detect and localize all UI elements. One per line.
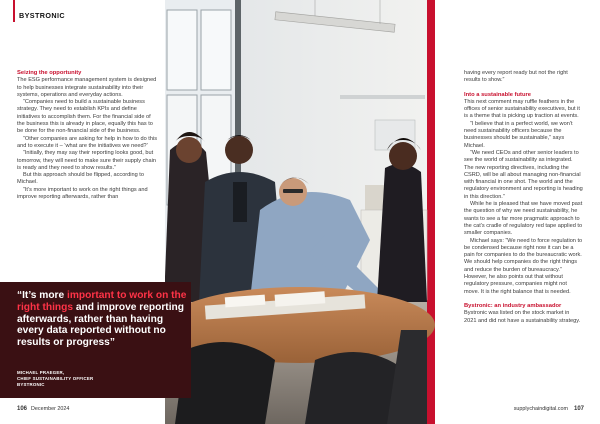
site-link[interactable]: supplychaindigital.com bbox=[513, 406, 568, 412]
section-heading-ambassador: Bystronic: an industry ambassador bbox=[464, 302, 562, 309]
quote-attribution-name: MICHAEL PRAEGER, bbox=[17, 370, 65, 375]
paragraph: “Initially, they may say their reporting looks good, but tomorrow, they will need to make sure their supply chain is ready and they need to show results.” bbox=[17, 150, 156, 171]
left-text-column bbox=[17, 70, 157, 201]
pull-quote-text bbox=[17, 290, 187, 349]
footer-left bbox=[17, 406, 69, 412]
paragraph: Bystronic was listed on the stock market in 2021 and did not have a sustainability strategy. bbox=[464, 310, 581, 324]
page-number-left: 106 bbox=[17, 406, 28, 412]
quote-attribution-org: BYSTRONIC bbox=[17, 382, 45, 387]
pull-quote-part2: and improve reporting afterwards, rather than having every data reported without no results or progress” bbox=[17, 301, 184, 349]
paragraph: While he is pleased that we have moved past the question of why we need sustainability, he wants to see a far more pragmatic approach to the cat’s cradle of regulatory red tape applied to smaller companies. bbox=[464, 201, 583, 237]
paragraph: But this approach should be flipped, according to Michael. bbox=[17, 172, 144, 186]
paragraph: “Companies need to build a sustainable business strategy. They need to establish KPIs and define initiatives to accomplish them. For the financial side of the business this is already in place, equally this has to be done for the non-financial side of the business. bbox=[17, 99, 153, 135]
brand-accent-bar bbox=[13, 0, 15, 22]
pull-quote-box bbox=[0, 282, 191, 398]
paragraph: “Other companies are asking for help in how to do this and to execute it – ‘what are the initiatives we need?’ bbox=[17, 135, 158, 149]
footer-right bbox=[514, 406, 584, 412]
page-number-right: 107 bbox=[573, 406, 584, 412]
pull-quote-part1: “It’s more bbox=[17, 290, 68, 301]
paragraph: This next comment may ruffle feathers in the offices of senior sustainability executives, but it is a theme that is picking up traction at events. bbox=[464, 98, 580, 120]
section-heading-sustainable-future: Into a sustainable future bbox=[464, 91, 531, 98]
meeting-photo bbox=[165, 0, 435, 424]
paragraph: “We need CEOs and other senior leaders to see the world of sustainability as integrated. The new reporting directives, including the CSRD, will be all about managing non-financial with financial in one shot. The world and the regulatory environment and reporting is heading in this direction.” bbox=[464, 149, 583, 200]
pull-quote-highlight: important to work on the right things bbox=[17, 290, 187, 313]
issue-date: December 2024 bbox=[31, 406, 70, 412]
quote-attribution-role: CHIEF SUSTAINABILITY OFFICER bbox=[17, 376, 94, 381]
paragraph: having every report ready but not the right results to show.” bbox=[464, 70, 568, 84]
paragraph: Michael says: “We need to force regulation to be condensed because right now it can be a pain for companies to do the bureaucratic work. We should help companies do the right things and reduce the burden of bureaucracy.” However, he also points out that without regulatory pressure, companies might not move. It is the right balance that is needed. bbox=[464, 237, 583, 295]
section-heading-seizing: Seizing the opportunity bbox=[17, 70, 82, 76]
right-text-column bbox=[464, 70, 583, 325]
paragraph: “I believe that in a perfect world, we won’t need sustainability officers because the businesses should be sustainable,” says Michael. bbox=[464, 120, 573, 149]
paragraph: “It’s more important to work on the right things and improve reporting afterwards, rather than bbox=[17, 186, 148, 201]
paragraph: The ESG performance management system is designed to help businesses integrate sustainability into their systems, operations and everyday actions. bbox=[17, 77, 157, 98]
brand-name: BYSTRONIC bbox=[19, 11, 65, 20]
